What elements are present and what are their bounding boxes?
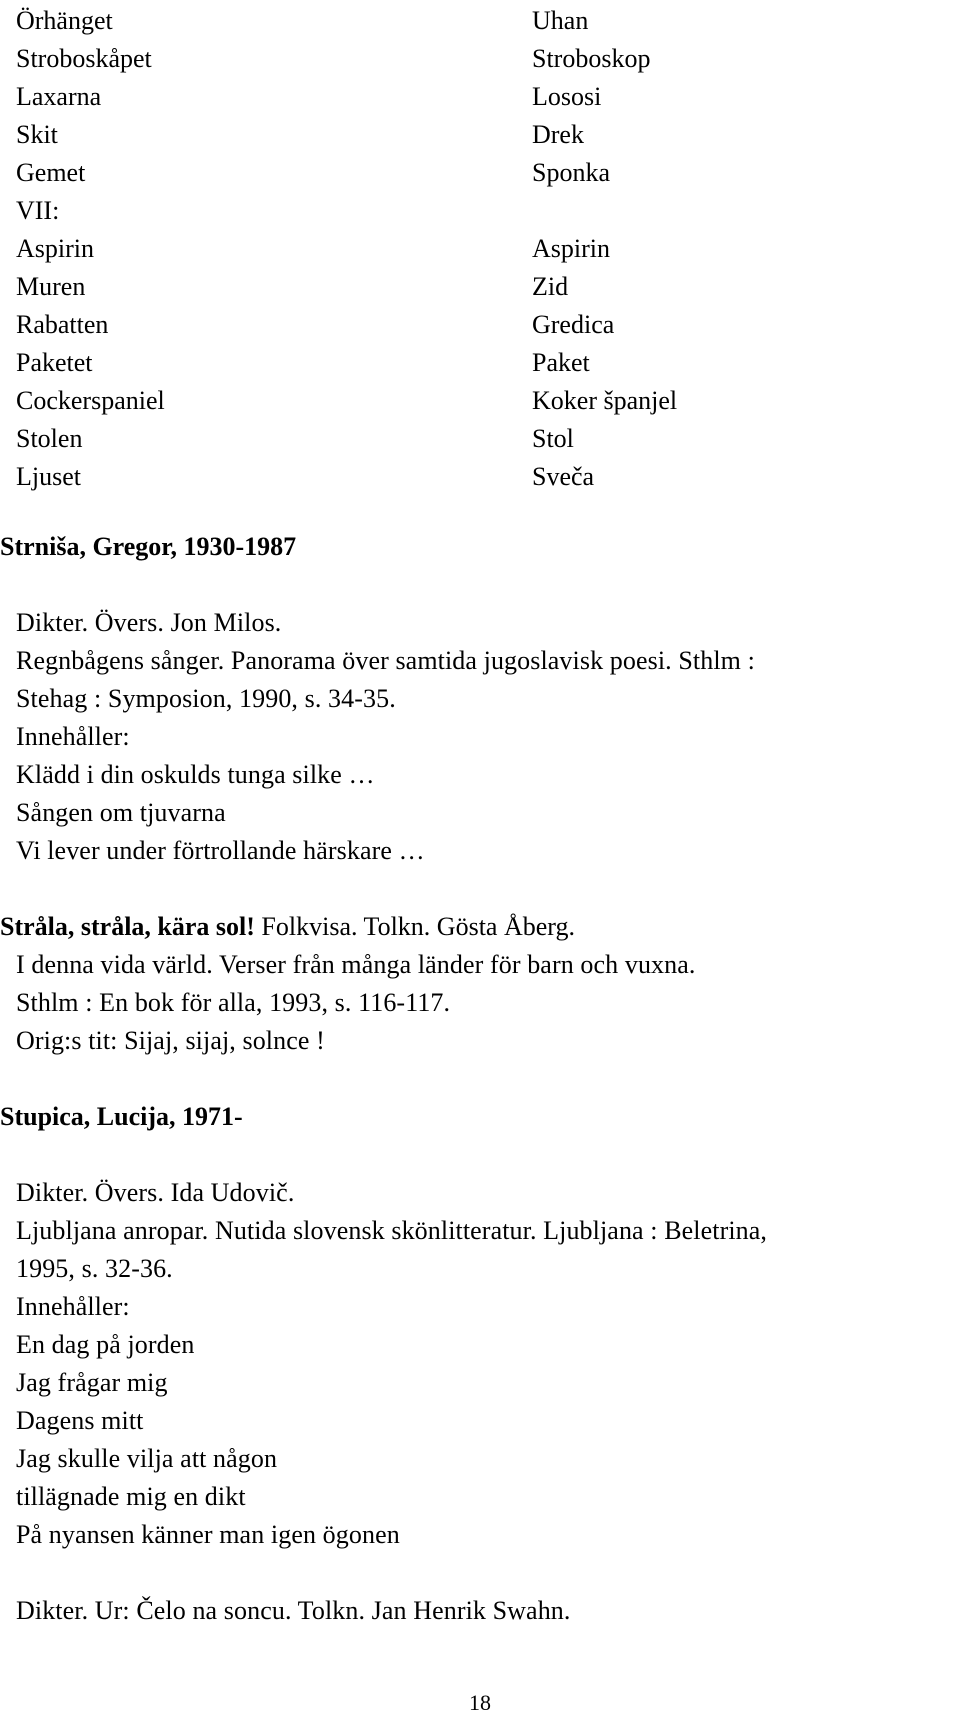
bibliographic-entry bbox=[0, 604, 960, 870]
swedish-title: Skit bbox=[16, 120, 58, 149]
entry-line: I denna vida värld. Verser från många länder för barn och vuxna. bbox=[16, 950, 696, 979]
entry-line: Sthlm : En bok för alla, 1993, s. 116-117. bbox=[16, 988, 451, 1017]
entry-line: Dikter. Övers. Ida Udovič. bbox=[16, 1178, 295, 1207]
swedish-title: Rabatten bbox=[16, 310, 109, 339]
entry-line: Orig:s tit: Sijaj, sijaj, solnce ! bbox=[16, 1026, 325, 1055]
entry-line: Ljubljana anropar. Nutida slovensk skönlitteratur. Ljubljana : Beletrina, bbox=[16, 1216, 768, 1245]
slovenian-title: Zid bbox=[532, 272, 569, 301]
slovenian-title bbox=[532, 192, 952, 230]
song-entry-line bbox=[0, 908, 960, 946]
swedish-title: Laxarna bbox=[16, 82, 102, 111]
song-entry bbox=[0, 946, 960, 1060]
entry-line: Regnbågens sånger. Panorama över samtida jugoslavisk poesi. Sthlm : bbox=[16, 646, 755, 675]
slovenian-title-column bbox=[532, 2, 952, 496]
swedish-title: Muren bbox=[16, 272, 86, 301]
entry-line: Sången om tjuvarna bbox=[16, 798, 226, 827]
slovenian-title: Sponka bbox=[532, 158, 610, 187]
author-heading: Stupica, Lucija, 1971- bbox=[0, 1102, 243, 1131]
entry-line: Dagens mitt bbox=[16, 1406, 144, 1435]
song-details: Folkvisa. Tolkn. Gösta Åberg. bbox=[254, 912, 575, 941]
entry-line: Klädd i din oskulds tunga silke … bbox=[16, 760, 375, 789]
swedish-title: Cockerspaniel bbox=[16, 386, 165, 415]
entry-line: Innehåller: bbox=[16, 1292, 130, 1321]
entry-line: tillägnade mig en dikt bbox=[16, 1482, 246, 1511]
swedish-title: Stolen bbox=[16, 424, 83, 453]
entry-line: På nyansen känner man igen ögonen bbox=[16, 1520, 400, 1549]
slovenian-title: Lososi bbox=[532, 82, 602, 111]
swedish-title: Aspirin bbox=[16, 234, 94, 263]
slovenian-title: Gredica bbox=[532, 310, 615, 339]
swedish-title: Paketet bbox=[16, 348, 93, 377]
swedish-title: Örhänget bbox=[16, 6, 113, 35]
entry-line: En dag på jorden bbox=[16, 1330, 195, 1359]
slovenian-title: Sveča bbox=[532, 462, 595, 491]
entry-line: Innehåller: bbox=[16, 722, 130, 751]
swedish-title: Gemet bbox=[16, 158, 86, 187]
swedish-title: VII: bbox=[16, 196, 60, 225]
entry-line: Vi lever under förtrollande härskare … bbox=[16, 836, 425, 865]
entry-line: Dikter. Övers. Jon Milos. bbox=[16, 608, 282, 637]
entry-line: 1995, s. 32-36. bbox=[16, 1254, 173, 1283]
slovenian-title: Uhan bbox=[532, 6, 589, 35]
entry-line: Jag frågar mig bbox=[16, 1368, 168, 1397]
stupica-section bbox=[0, 1098, 960, 1630]
author-heading: Strniša, Gregor, 1930-1987 bbox=[0, 532, 297, 561]
page-number: 18 bbox=[469, 1690, 491, 1715]
entry-line: Dikter. Ur: Čelo na soncu. Tolkn. Jan Henrik Swahn. bbox=[16, 1596, 571, 1625]
slovenian-title: Stol bbox=[532, 424, 574, 453]
entry-line: Stehag : Symposion, 1990, s. 34-35. bbox=[16, 684, 396, 713]
swedish-title-column bbox=[16, 2, 496, 496]
slovenian-title: Koker španjel bbox=[532, 386, 678, 415]
swedish-title: Stroboskåpet bbox=[16, 44, 152, 73]
slovenian-title: Drek bbox=[532, 120, 584, 149]
entry-line: Jag skulle vilja att någon bbox=[16, 1444, 278, 1473]
strnisa-section bbox=[0, 528, 960, 1060]
swedish-title: Ljuset bbox=[16, 462, 81, 491]
slovenian-title: Paket bbox=[532, 348, 590, 377]
slovenian-title: Stroboskop bbox=[532, 44, 651, 73]
slovenian-title: Aspirin bbox=[532, 234, 610, 263]
bibliographic-entry bbox=[0, 1174, 960, 1630]
song-title: Stråla, stråla, kära sol! bbox=[0, 912, 255, 941]
